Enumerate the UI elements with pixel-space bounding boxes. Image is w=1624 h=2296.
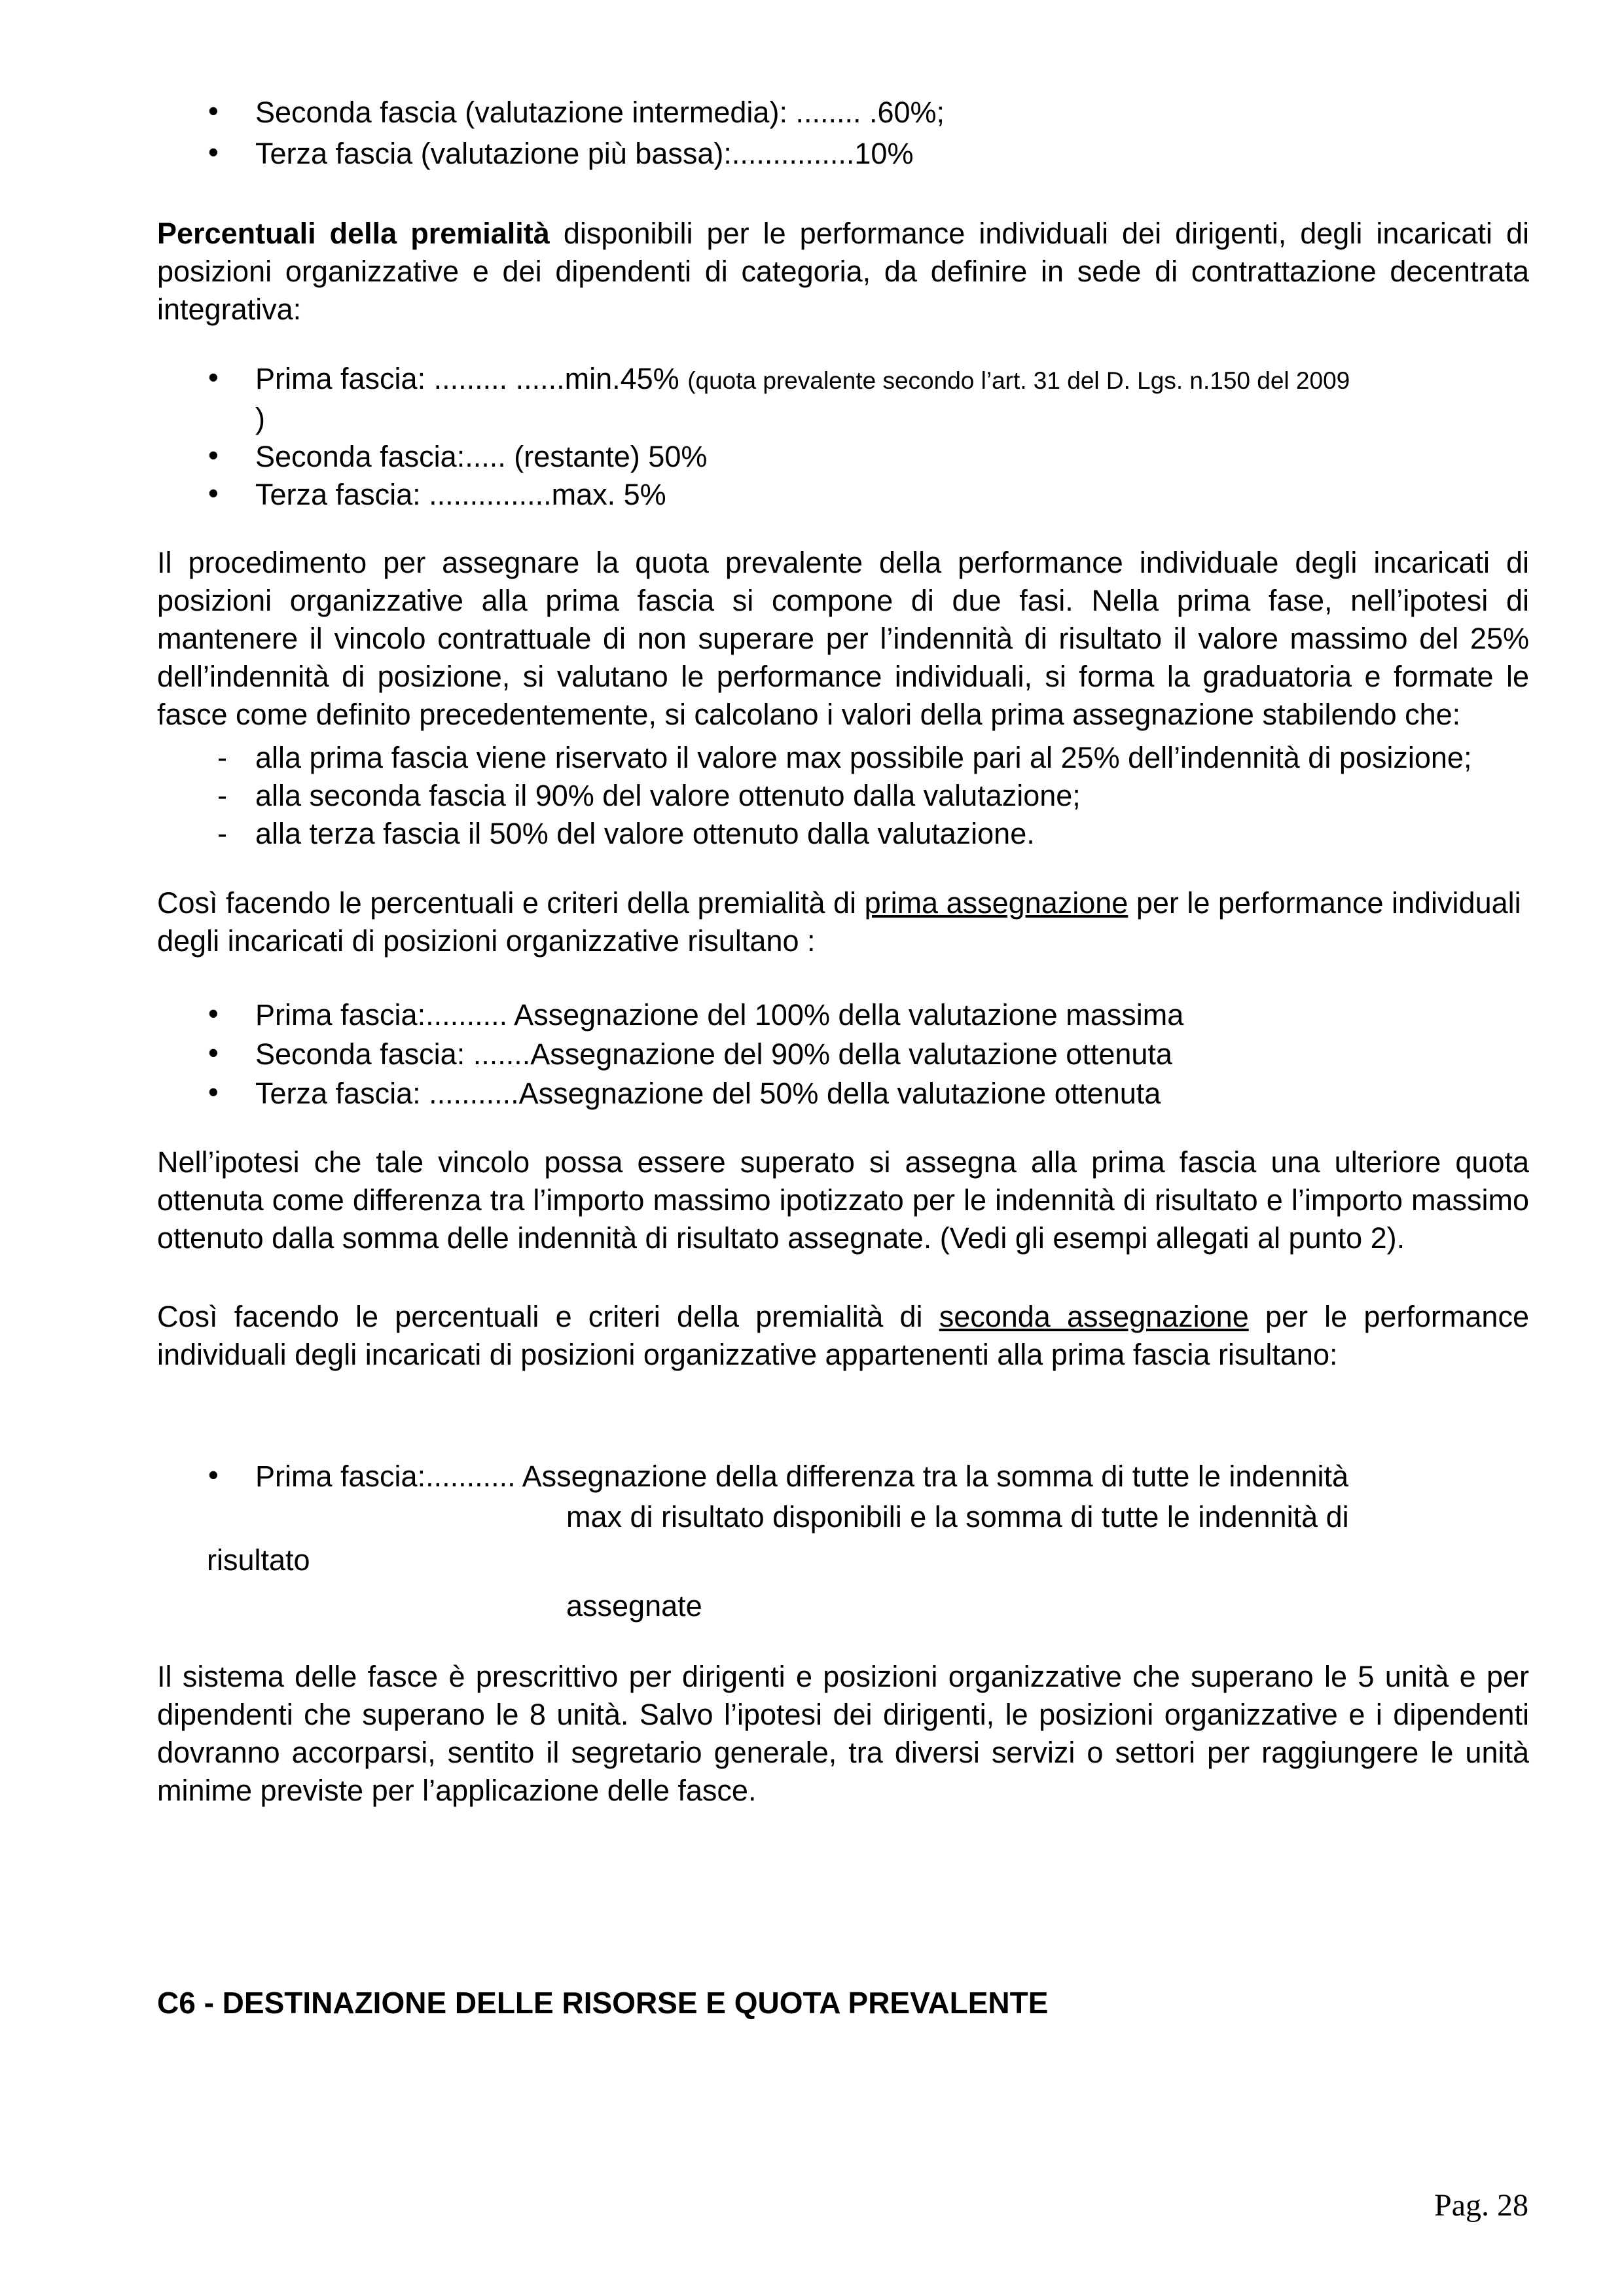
list-item-text: Terza fascia: ...............max. 5% — [255, 478, 666, 511]
list-item-text: Terza fascia: ...........Assegnazione del 50% della valutazione ottenuta — [255, 1077, 1161, 1110]
list-item — [157, 476, 1529, 514]
list-item-continuation: ) — [255, 402, 265, 435]
list-item — [157, 1035, 1529, 1074]
list-item-continuation: max di risultato disponibili e la somma di tutte le indennità di — [566, 1500, 1349, 1534]
paragraph-seconda-assegnazione — [157, 1298, 1529, 1374]
bullet-icon: • — [208, 476, 219, 510]
list-item — [157, 739, 1529, 777]
list-item-text: alla prima fascia viene riservato il valore max possibile pari al 25% dell’indennità di posizione; — [255, 741, 1472, 774]
bullet-icon: • — [208, 439, 219, 472]
section-heading-c6: C6 - DESTINAZIONE DELLE RISORSE E QUOTA PREVALENTE — [157, 1986, 1049, 2020]
paragraph-text: Così facendo le percentuali e criteri della premialità di — [157, 1300, 939, 1333]
list-item-text: alla seconda fascia il 90% del valore ottenuto dalla valutazione; — [255, 779, 1081, 812]
paragraph-sistema-fasce: Il sistema delle fasce è prescrittivo per dirigenti e posizioni organizzative che superano le 5 unità e per dipendenti che superano le 8 unità. Salvo l’ipotesi dei dirigenti, le posizioni organizzative e i dipendenti dovranno accorparsi, sentito il segretario generale, tra diversi servizi o settori per raggiungere le unità minime previste per l’applicazione delle fasce. — [157, 1660, 1529, 1807]
underlined-text: seconda assegnazione — [939, 1300, 1249, 1333]
list-item-text: Prima fascia:........... Assegnazione della differenza tra la somma di tutte le indennità — [255, 1460, 1349, 1493]
list-item-text: Seconda fascia: .......Assegnazione del 90% della valutazione ottenuta — [255, 1037, 1172, 1071]
list-item — [157, 996, 1529, 1035]
bullet-icon: • — [208, 997, 219, 1030]
bullet-icon: • — [208, 1458, 219, 1492]
paragraph-percentuali — [157, 215, 1529, 329]
list-item-text: Prima fascia:.......... Assegnazione del 100% della valutazione massima — [255, 998, 1184, 1031]
paragraph-text: per le performance individuali degli incaricati di posizioni organizzative risultano : — [157, 886, 1521, 958]
list-item-text: Prima fascia: ......... ......min.45% — [255, 362, 688, 395]
bullet-icon: • — [208, 94, 219, 128]
paragraph-ipotesi: Nell’ipotesi che tale vincolo possa essere superato si assegna alla prima fascia una ulteriore quota ottenuta come differenza tra l’importo massimo ipotizzato per le indennità di risultato e l’importo massimo ottenuto dalla somma delle indennità di risultato assegnate. (Vedi gli esempi allegati al punto 2). — [157, 1145, 1529, 1255]
list-item — [157, 777, 1529, 815]
list-item — [157, 133, 1529, 174]
bullet-icon: • — [208, 361, 219, 394]
paragraph-lead-bold: Percentuali della premialità — [157, 217, 550, 250]
fasce-valutazione-list — [157, 92, 1529, 174]
list-item-continuation: assegnate — [566, 1589, 702, 1623]
page-number: Pag. 28 — [1434, 2188, 1528, 2223]
list-item-text: Terza fascia (valutazione più bassa):...............10% — [255, 137, 914, 170]
prima-assegnazione-list — [157, 996, 1529, 1113]
list-item — [157, 815, 1529, 853]
underlined-text: prima assegnazione — [864, 886, 1128, 920]
list-item — [157, 1074, 1529, 1113]
paragraph-procedimento: Il procedimento per assegnare la quota prevalente della performance individuale degli incaricati di posizioni organizzative alla prima fascia si compone di due fasi. Nella prima fase, nell’ipotesi di mantenere il vincolo contrattuale di non superare per l’indennità di risultato il valore massimo del 25% dell’indennità di posizione, si valutano le performance individuali, si forma la graduatoria e formate le fasce come definito precedentemente, si calcolano i valori della prima assegnazione stabilendo che: — [157, 546, 1529, 731]
paragraph-text: disponibili per le performance individuali dei dirigenti, degli incaricati di posizioni organizzative e dei dipendenti di categoria, da definire in sede di contrattazione decentrata integrativa: — [157, 217, 1529, 326]
list-item-text: Seconda fascia:..... (restante) 50% — [255, 440, 708, 473]
seconda-assegnazione-list — [157, 1458, 1529, 1625]
bullet-icon: • — [208, 135, 219, 169]
list-item — [157, 1458, 1529, 1496]
list-item — [157, 438, 1529, 476]
paragraph-text: per le performance individuali degli incaricati di posizioni organizzative appartenenti alla prima fascia risultano: — [157, 1300, 1529, 1371]
bullet-icon: • — [208, 1036, 219, 1069]
paragraph-text: Così facendo le percentuali e criteri della premialità di — [157, 886, 865, 920]
percentuali-fasce-list — [157, 360, 1529, 514]
list-item-continuation: risultato — [207, 1543, 310, 1577]
list-item-text: alla terza fascia il 50% del valore ottenuto dalla valutazione. — [255, 817, 1035, 850]
list-item — [157, 360, 1529, 400]
criteri-dash-list — [157, 739, 1529, 853]
paragraph-prima-assegnazione — [157, 884, 1529, 960]
list-item-note: (quota prevalente secondo l’art. 31 del D. Lgs. n.150 del 2009 — [687, 367, 1350, 394]
list-item-text: Seconda fascia (valutazione intermedia): ........ .60%; — [255, 96, 945, 129]
bullet-icon: • — [208, 1075, 219, 1109]
dash-icon: - — [217, 741, 227, 774]
list-item — [157, 92, 1529, 133]
dash-icon: - — [217, 779, 227, 812]
dash-icon: - — [217, 817, 227, 850]
